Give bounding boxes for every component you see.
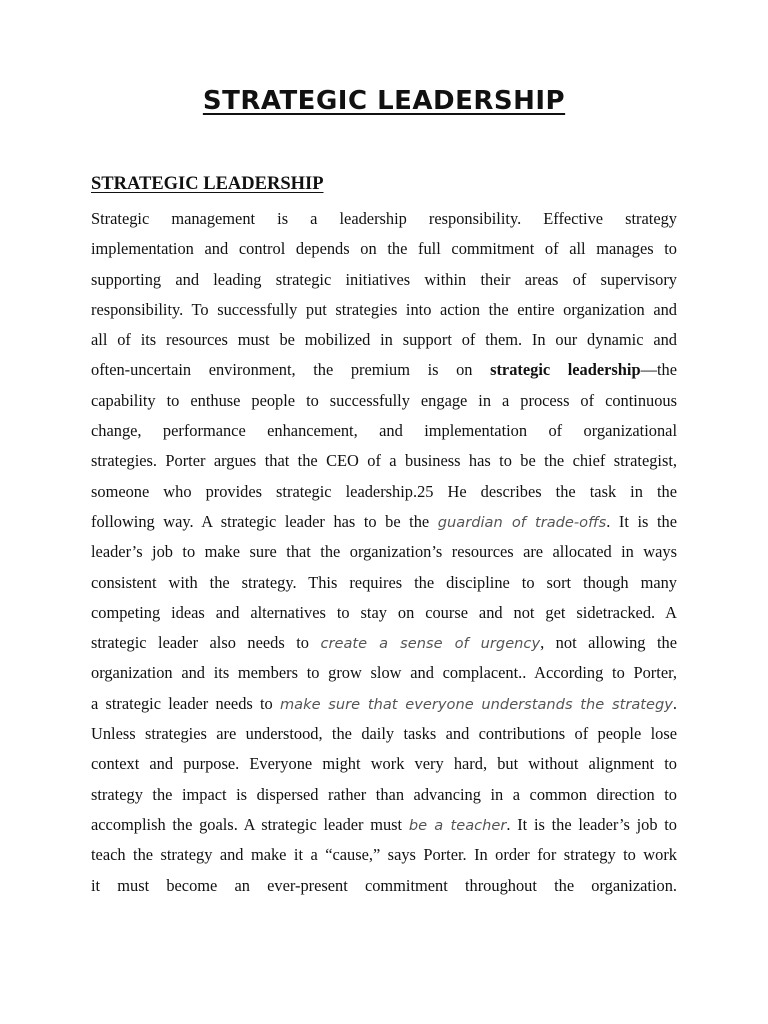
text-run: someone who provides strategic leadership.25 He describes the task in the <box>91 481 677 501</box>
text-run: . It is the <box>606 511 677 531</box>
paragraph-line <box>91 537 677 567</box>
italic-phrase: create a sense of urgency <box>320 635 541 653</box>
paragraph-line <box>91 325 677 355</box>
text-run: supporting and leading strategic initiatives within their areas of supervisory <box>91 269 677 289</box>
text-run: competing ideas and alternatives to stay on course and not get sidetracked. A <box>91 602 677 622</box>
text-run: Unless strategies are understood, the daily tasks and contributions of people lose <box>91 724 677 744</box>
paragraph-line <box>91 446 677 476</box>
italic-phrase: be a teacher <box>408 816 507 834</box>
text-run: all of its resources must be mobilized in support of them. In our dynamic and <box>91 330 677 350</box>
text-run: implementation and control depends on the full commitment of all manages to <box>91 239 677 259</box>
paragraph-line <box>91 871 677 901</box>
paragraph-line <box>91 780 677 810</box>
text-run: responsibility. To successfully put strategies into action the entire organization and <box>91 299 677 319</box>
text-run: strategies. Porter argues that the CEO of a business has to be the chief strategist, <box>91 451 677 471</box>
document-title: STRATEGIC LEADERSHIP <box>202 86 566 116</box>
text-run: organization and its members to grow slow and complacent.. According to Porter, <box>91 663 677 683</box>
body-paragraph <box>91 204 677 901</box>
paragraph-line <box>91 598 677 628</box>
bold-phrase: strategic leadership <box>490 360 641 380</box>
paragraph-line <box>91 507 677 537</box>
paragraph-line <box>91 810 677 840</box>
text-run: context and purpose. Everyone might work very hard, but without alignment to <box>91 754 677 774</box>
text-run: . <box>672 693 677 713</box>
paragraph-line <box>91 295 677 325</box>
text-run: capability to enthuse people to successfully engage in a process of continuous <box>91 390 677 410</box>
paragraph-line <box>91 234 677 264</box>
paragraph-line <box>91 658 677 688</box>
text-run: —the <box>640 360 677 380</box>
text-run: following way. A strategic leader has to be the <box>91 511 438 531</box>
paragraph-line <box>91 265 677 295</box>
text-run: leader’s job to make sure that the organization’s resources are allocated in ways <box>91 542 677 562</box>
text-run: . It is the leader’s job to <box>506 814 678 834</box>
paragraph-line <box>91 477 677 507</box>
paragraph-line <box>91 840 677 870</box>
text-run: it must become an ever-present commitment throughout the organization. <box>91 875 677 895</box>
text-run: a strategic leader needs to <box>91 693 280 713</box>
text-run: teach the strategy and make it a “cause,” says Porter. In order for strategy to work <box>91 845 677 865</box>
paragraph-line <box>91 628 677 658</box>
paragraph-line <box>91 386 677 416</box>
text-run: consistent with the strategy. This requires the discipline to sort though many <box>91 572 677 592</box>
italic-phrase: guardian of trade-offs <box>437 513 607 531</box>
paragraph-line <box>91 689 677 719</box>
paragraph-line <box>91 416 677 446</box>
paragraph-line <box>91 719 677 749</box>
text-run: strategy the impact is dispersed rather than advancing in a common direction to <box>91 784 677 804</box>
paragraph-line <box>91 568 677 598</box>
text-run: accomplish the goals. A strategic leader must <box>91 814 409 834</box>
text-run: Strategic management is a leadership responsibility. Effective strategy <box>91 209 677 228</box>
paragraph-line <box>91 355 677 385</box>
italic-phrase: make sure that everyone understands the strategy <box>279 695 673 713</box>
text-run: change, performance enhancement, and implementation of organizational <box>91 421 677 441</box>
text-run: often-uncertain environment, the premium is on <box>91 360 491 380</box>
section-heading: STRATEGIC LEADERSHIP <box>91 174 324 194</box>
paragraph-line <box>91 749 677 779</box>
paragraph-line <box>91 204 677 234</box>
text-run: , not allowing the <box>540 633 677 653</box>
text-run: strategic leader also needs to <box>91 633 321 653</box>
